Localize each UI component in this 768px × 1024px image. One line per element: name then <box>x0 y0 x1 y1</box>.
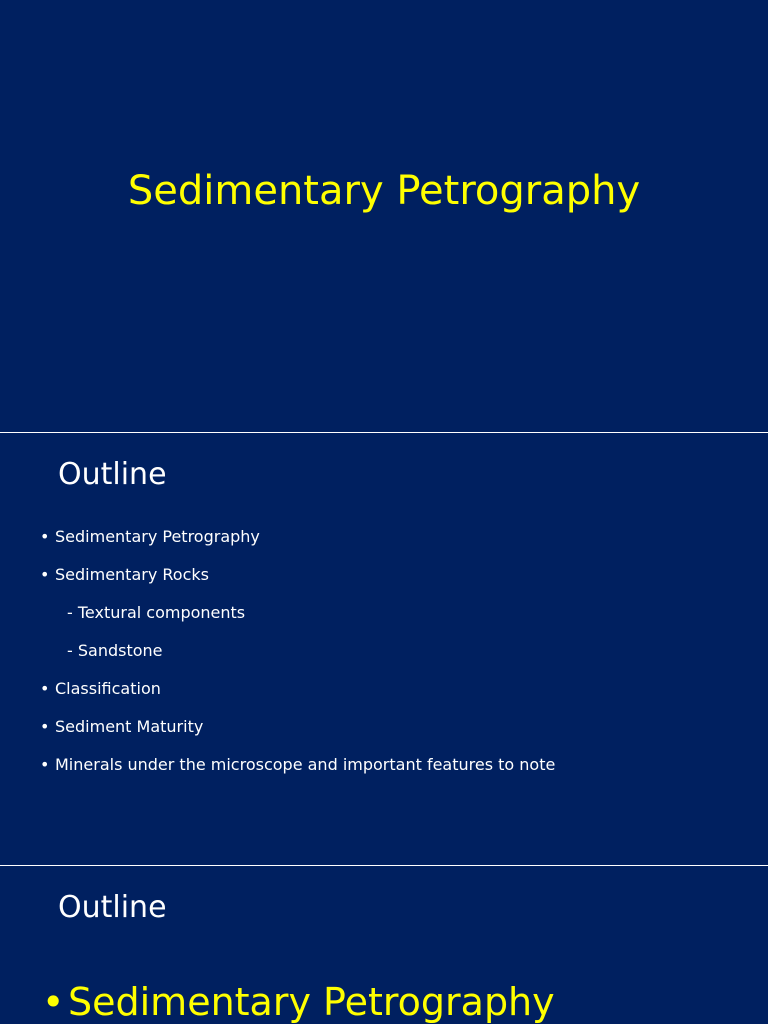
list-subitem-text: - Textural components <box>67 603 246 622</box>
list-item-text: Sediment Maturity <box>55 717 204 736</box>
slide-title: Sedimentary Petrography <box>127 168 641 214</box>
list-item-text: Classification <box>55 679 161 698</box>
bullet-icon: • <box>40 755 50 774</box>
list-item-text: Sedimentary Petrography <box>55 527 260 546</box>
slide-heading: Outline <box>58 457 167 492</box>
list-item <box>0 563 768 601</box>
list-subitem <box>0 639 768 677</box>
list-subitem <box>0 601 768 639</box>
list-item <box>0 715 768 753</box>
bullet-icon: • <box>42 980 65 1024</box>
outline-list <box>0 525 768 791</box>
list-item <box>0 753 768 791</box>
slide-2[interactable] <box>0 433 768 865</box>
list-item-text: Sedimentary Rocks <box>55 565 209 584</box>
highlight-item <box>42 976 555 1024</box>
list-item-text: Minerals under the microscope and important features to note <box>55 755 556 774</box>
list-item <box>0 677 768 715</box>
bullet-icon: • <box>40 717 50 736</box>
highlight-item-text: Sedimentary Petrography <box>68 980 555 1024</box>
bullet-icon: • <box>40 527 50 546</box>
list-item <box>0 525 768 563</box>
slide-3[interactable] <box>0 866 768 1024</box>
list-subitem-text: - Sandstone <box>67 641 163 660</box>
bullet-icon: • <box>40 679 50 698</box>
slide-heading: Outline <box>58 890 167 925</box>
slide-1[interactable] <box>0 0 768 432</box>
bullet-icon: • <box>40 565 50 584</box>
